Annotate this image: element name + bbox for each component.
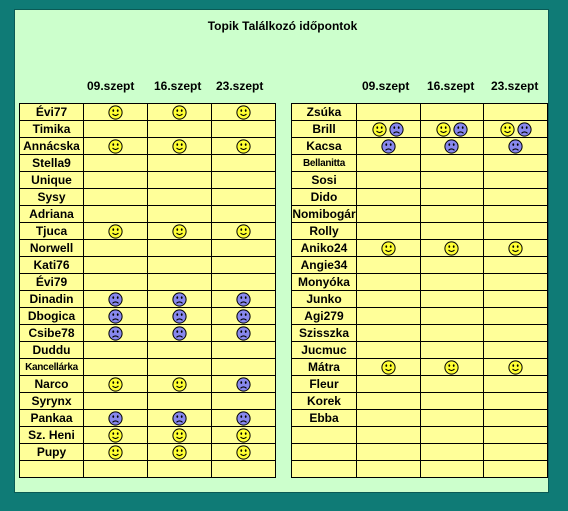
table-row [292,359,548,376]
member-name-cell: Junko [292,291,357,308]
date-cell-1 [84,104,148,121]
date-cell-3 [212,325,276,342]
sad-face-icon [389,122,404,137]
member-name-cell: Narco [20,376,84,393]
date-cell-1 [356,206,420,223]
member-name-cell: Aniko24 [292,240,357,257]
happy-face-icon [236,139,251,154]
table-row [20,359,276,376]
table-row [292,444,548,461]
happy-face-icon [508,360,523,375]
table-row [20,257,276,274]
date-cell-1 [356,444,420,461]
date-cell-1 [84,444,148,461]
date-cell-3 [212,427,276,444]
date-cell-1 [84,240,148,257]
member-name-cell: Sysy [20,189,84,206]
date-cell-2 [148,189,212,206]
date-cell-3 [484,155,548,172]
date-cell-1 [356,155,420,172]
date-cell-3 [212,274,276,291]
table-row [20,240,276,257]
member-name-cell: Korek [292,393,357,410]
date-cell-2 [420,223,484,240]
date-cell-1 [356,325,420,342]
date-cell-3 [484,172,548,189]
date-cell-2 [420,410,484,427]
table-row [20,223,276,240]
sad-face-icon [453,122,468,137]
date-cell-2 [420,172,484,189]
date-cell-3 [484,291,548,308]
date-cell-3 [484,325,548,342]
date-cell-3 [212,342,276,359]
date-cell-1 [356,189,420,206]
date-cell-2 [148,444,212,461]
date-cell-2 [148,257,212,274]
date-cell-1 [84,427,148,444]
table-row [292,291,548,308]
date-cell-1 [84,223,148,240]
date-cell-2 [148,206,212,223]
member-name-cell: Csibe78 [20,325,84,342]
date-cell-3 [212,172,276,189]
table-row [20,325,276,342]
date-cell-1 [356,172,420,189]
date-cell-2 [148,393,212,410]
date-cell-2 [148,121,212,138]
table-row [20,376,276,393]
member-name-cell: Szisszka [292,325,357,342]
table-row [20,138,276,155]
date-cell-1 [356,342,420,359]
date-cell-2 [148,240,212,257]
table-row [20,427,276,444]
date-cell-3 [484,138,548,155]
table-row [292,461,548,478]
happy-face-icon [500,122,515,137]
happy-face-icon [236,105,251,120]
member-name-cell: Tjuca [20,223,84,240]
date-cell-3 [484,359,548,376]
member-name-cell: Fleur [292,376,357,393]
table-row [20,155,276,172]
date-cell-3 [212,121,276,138]
member-name-cell: Sz. Heni [20,427,84,444]
happy-face-icon [108,377,123,392]
member-name-cell: Pupy [20,444,84,461]
table-row [20,189,276,206]
member-name-cell: Kati76 [20,257,84,274]
table-row [20,393,276,410]
date-cell-3 [212,240,276,257]
sad-face-icon [236,292,251,307]
table-row [20,461,276,478]
date-cell-2 [420,308,484,325]
table-row [292,172,548,189]
date-cell-1 [356,223,420,240]
date-cell-2 [148,291,212,308]
date-cell-3 [484,121,548,138]
sad-face-icon [172,326,187,341]
sad-face-icon [172,411,187,426]
table-row [20,274,276,291]
date-cell-3 [212,138,276,155]
date-cell-2 [420,104,484,121]
happy-face-icon [172,377,187,392]
date-cell-3 [212,206,276,223]
page-title: Topik Találkozó időpontok [207,19,358,33]
date-cell-1 [356,257,420,274]
sad-face-icon [236,377,251,392]
member-name-cell: Annácska [20,138,84,155]
date-cell-3 [484,376,548,393]
date-cell-1 [84,274,148,291]
happy-face-icon [172,428,187,443]
date-cell-2 [420,393,484,410]
table-row [20,308,276,325]
table-row [292,138,548,155]
table-row [292,342,548,359]
date-cell-3 [212,155,276,172]
date-cell-2 [420,121,484,138]
happy-face-icon [381,360,396,375]
column-header-date-2-left: 16.szept [154,79,202,93]
date-cell-1 [356,410,420,427]
member-name-cell: Dbogica [20,308,84,325]
member-name-cell: Adriana [20,206,84,223]
date-cell-2 [148,274,212,291]
date-cell-1 [84,359,148,376]
date-cell-2 [420,189,484,206]
date-cell-1 [356,240,420,257]
member-name-cell: Brill [292,121,357,138]
member-name-cell: Pankaa [20,410,84,427]
table-row [292,104,548,121]
happy-face-icon [444,241,459,256]
member-name-cell: Jucmuc [292,342,357,359]
date-cell-3 [484,342,548,359]
date-cell-3 [484,206,548,223]
date-cell-3 [484,223,548,240]
member-name-cell: Bellanitta [292,155,357,172]
date-cell-1 [356,393,420,410]
column-header-date-2-right: 16.szept [427,79,475,93]
date-cell-2 [148,376,212,393]
date-cell-1 [84,121,148,138]
date-cell-3 [484,257,548,274]
date-cell-1 [84,206,148,223]
date-cell-2 [420,461,484,478]
member-name-cell: Évi79 [20,274,84,291]
happy-face-icon [172,445,187,460]
table-row [292,240,548,257]
happy-face-icon [236,224,251,239]
date-cell-2 [148,342,212,359]
happy-face-icon [508,241,523,256]
member-name-cell: Timika [20,121,84,138]
date-cell-3 [484,274,548,291]
sad-face-icon [508,139,523,154]
date-cell-1 [84,461,148,478]
happy-face-icon [172,224,187,239]
date-cell-2 [420,138,484,155]
happy-face-icon [236,428,251,443]
date-cell-3 [212,359,276,376]
date-cell-3 [484,308,548,325]
date-cell-2 [420,155,484,172]
date-cell-2 [420,257,484,274]
member-name-cell: Kancellárka [20,359,84,376]
happy-face-icon [108,224,123,239]
member-name-cell: Mátra [292,359,357,376]
table-row [292,410,548,427]
happy-face-icon [108,428,123,443]
sad-face-icon [108,411,123,426]
date-cell-1 [356,461,420,478]
date-cell-3 [212,461,276,478]
member-name-cell: Angie34 [292,257,357,274]
date-cell-3 [484,189,548,206]
member-name-cell [292,444,357,461]
date-cell-2 [148,427,212,444]
table-row [20,444,276,461]
date-cell-2 [148,172,212,189]
sad-face-icon [236,326,251,341]
date-cell-1 [84,325,148,342]
schedule-sheet [14,9,549,493]
table-row [20,342,276,359]
table-row [292,206,548,223]
date-cell-2 [420,444,484,461]
date-cell-3 [212,291,276,308]
sad-face-icon [108,326,123,341]
column-header-date-3-left: 23.szept [216,79,264,93]
table-row [292,223,548,240]
sad-face-icon [108,292,123,307]
table-row [20,291,276,308]
date-cell-3 [212,393,276,410]
date-cell-1 [356,291,420,308]
table-row [292,155,548,172]
member-name-cell: Unique [20,172,84,189]
date-cell-3 [212,104,276,121]
date-cell-3 [212,257,276,274]
member-name-cell [20,461,84,478]
date-cell-3 [484,240,548,257]
table-row [292,308,548,325]
date-cell-1 [356,376,420,393]
date-cell-2 [148,308,212,325]
member-name-cell [292,427,357,444]
happy-face-icon [108,445,123,460]
happy-face-icon [108,105,123,120]
date-cell-1 [84,410,148,427]
happy-face-icon [172,105,187,120]
date-cell-2 [148,155,212,172]
table-row [292,376,548,393]
happy-face-icon [372,122,387,137]
date-cell-1 [84,138,148,155]
table-row [20,410,276,427]
table-row [20,172,276,189]
date-cell-1 [84,172,148,189]
date-cell-3 [484,393,548,410]
happy-face-icon [236,445,251,460]
table-row [292,393,548,410]
table-row [292,325,548,342]
member-name-cell: Agi279 [292,308,357,325]
date-cell-2 [148,410,212,427]
member-name-cell: Évi77 [20,104,84,121]
date-cell-1 [356,308,420,325]
date-cell-1 [84,393,148,410]
date-cell-3 [212,308,276,325]
member-name-cell: Syrynx [20,393,84,410]
sad-face-icon [517,122,532,137]
member-name-cell: Duddu [20,342,84,359]
table-row [292,189,548,206]
sad-face-icon [444,139,459,154]
happy-face-icon [444,360,459,375]
column-header-date-1-left: 09.szept [87,79,135,93]
date-cell-1 [84,257,148,274]
date-cell-2 [148,223,212,240]
date-cell-2 [420,291,484,308]
date-cell-1 [84,342,148,359]
column-header-date-3-right: 23.szept [491,79,539,93]
member-name-cell: Norwell [20,240,84,257]
sad-face-icon [236,309,251,324]
member-name-cell: Dinadin [20,291,84,308]
happy-face-icon [108,139,123,154]
member-name-cell: Ebba [292,410,357,427]
date-cell-2 [148,359,212,376]
member-name-cell: Monyóka [292,274,357,291]
member-name-cell: Dido [292,189,357,206]
date-cell-3 [484,104,548,121]
happy-face-icon [436,122,451,137]
date-cell-2 [420,325,484,342]
sad-face-icon [236,411,251,426]
table-row [292,274,548,291]
date-cell-3 [484,461,548,478]
member-name-cell: Rolly [292,223,357,240]
date-cell-1 [356,138,420,155]
date-cell-1 [356,359,420,376]
date-cell-3 [484,427,548,444]
date-cell-2 [420,359,484,376]
date-cell-2 [420,342,484,359]
date-cell-2 [420,274,484,291]
date-cell-3 [212,376,276,393]
date-cell-3 [484,444,548,461]
date-cell-2 [148,325,212,342]
date-cell-1 [356,427,420,444]
member-name-cell: Kacsa [292,138,357,155]
date-cell-1 [84,291,148,308]
attendance-table-left [19,103,276,478]
date-cell-2 [420,427,484,444]
happy-face-icon [381,241,396,256]
member-name-cell: Nomibogár [292,207,356,221]
sad-face-icon [172,309,187,324]
column-header-date-1-right: 09.szept [362,79,410,93]
date-cell-2 [148,138,212,155]
date-cell-1 [84,155,148,172]
date-cell-3 [212,223,276,240]
date-cell-2 [420,240,484,257]
date-cell-3 [484,410,548,427]
sad-face-icon [172,292,187,307]
member-name-cell: Zsúka [292,104,357,121]
sad-face-icon [108,309,123,324]
date-cell-2 [148,104,212,121]
date-cell-1 [84,189,148,206]
table-row [292,121,548,138]
date-cell-1 [356,104,420,121]
date-cell-3 [212,189,276,206]
date-cell-1 [356,274,420,291]
attendance-table-right [291,103,548,478]
member-name-cell [292,461,357,478]
member-name-cell: Stella9 [20,155,84,172]
date-cell-3 [212,444,276,461]
date-cell-1 [84,376,148,393]
date-cell-3 [212,410,276,427]
table-row [292,427,548,444]
date-cell-2 [420,376,484,393]
date-cell-2 [420,206,484,223]
date-cell-1 [356,121,420,138]
table-row [20,104,276,121]
table-row [292,257,548,274]
sad-face-icon [381,139,396,154]
table-row [20,121,276,138]
date-cell-2 [148,461,212,478]
date-cell-1 [84,308,148,325]
happy-face-icon [172,139,187,154]
member-name-cell: Sosi [292,172,357,189]
table-row [20,206,276,223]
